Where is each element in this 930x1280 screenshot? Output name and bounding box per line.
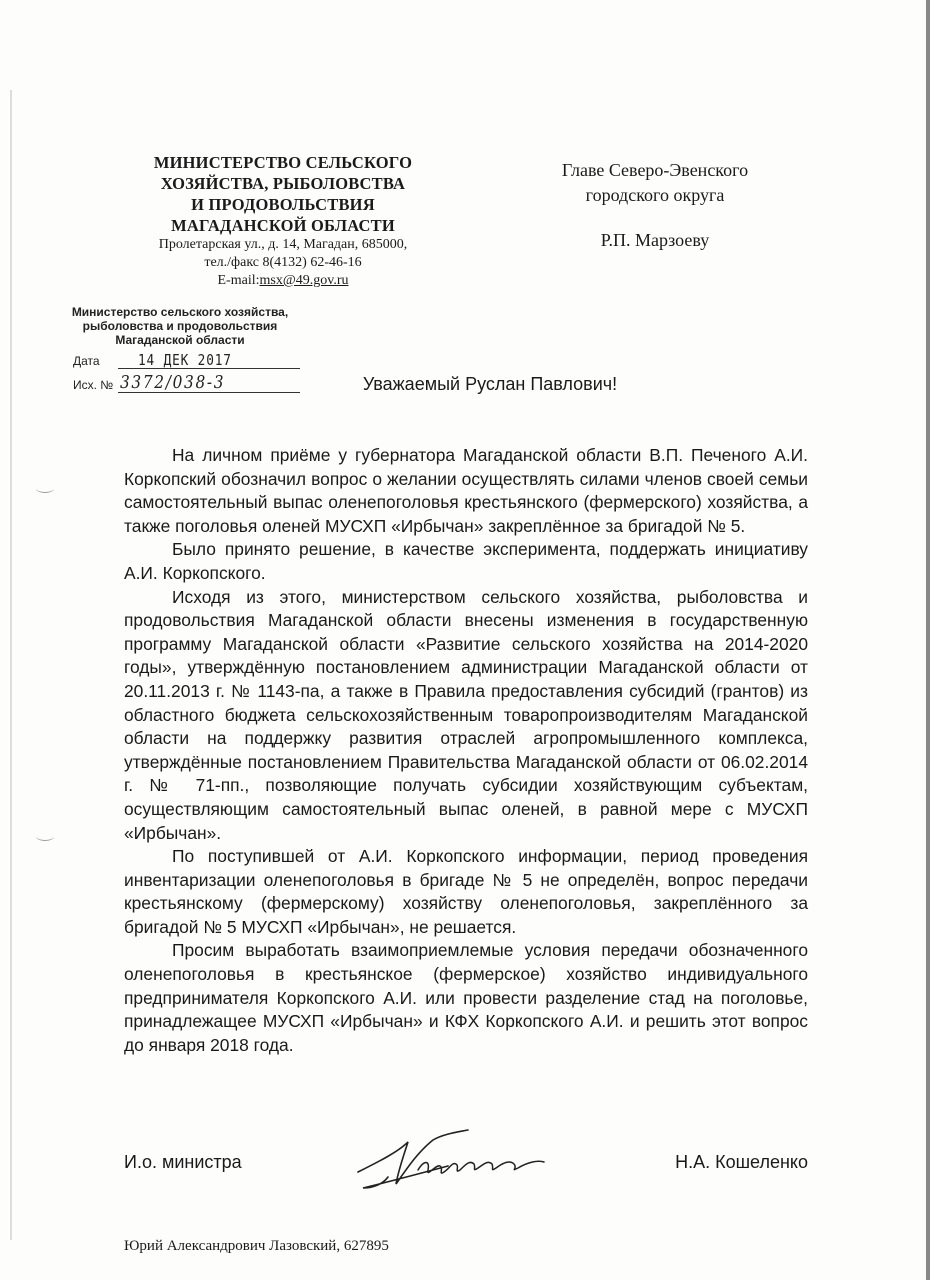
signatory-name: Н.А. Кошеленко [675,1152,808,1172]
body-paragraph: По поступившей от А.И. Коркопского информации, период проведения инвентаризации оленепоголовья в бригаде № 5 не определён, вопрос передачи крестьянскому (фермерскому) хозяйству оленепоголовья, закреплённого за бригадой № 5 МУСХП «Ирбычан», не решается. [124,846,808,937]
handwritten-signature [348,1122,608,1192]
stamp-org-line: Министерство сельского хозяйства, [71,305,289,319]
scan-edge [926,0,930,1280]
stamp-org-line: Магаданской области [115,333,245,347]
sender-phone: тел./факс 8(4132) 62-46-16 [204,255,362,270]
scan-mark [36,484,54,493]
body-paragraph: Просим выработать взаимоприемлемые условия передачи обозначенного оленепоголовья в крестьянское (фермерское) хозяйство индивидуального предпринимателя Коркопского А.И. или провести разделение стад на поголовье, принадлежащее МУСХП «Ирбычан» и КФХ Коркопского А.И. и решить этот вопрос до января 2018 года. [124,940,808,1055]
letter-body [124,444,808,1057]
body-paragraph: Исходя из этого, министерством сельского хозяйства, рыболовства и продовольствия Магаданской области внесены изменения в государственную программу Магаданской области «Развитие сельского хозяйства на 2014-2020 годы», утверждённую постановлением администрации Магаданской области от 20.11.2013 г. № 1143-па, а также в Правила предоставления субсидий (грантов) из областного бюджета сельскохозяйственным товаропроизводителям Магаданской области на поддержку развития отраслей агропромышленного комплекса, утверждённые постановлением Правительства Магаданской области от 06.02.2014 г. № 71-пп., позволяющие получать субсидии хозяйствующим субъектам, осуществляющим самостоятельный выпас оленей, в равной мере с МУСХП «Ирбычан». [124,586,808,843]
executor-info: Юрий Александрович Лазовский, 627895 [124,1238,389,1254]
stamp-org-line: рыболовства и продовольствия [82,319,278,333]
email-label: E-mail: [217,273,260,288]
recipient-line: городского округа [585,185,725,205]
body-paragraph: Было принято решение, в качестве эксперимента, поддержать инициативу А.И. Коркопского. [124,539,808,583]
scan-mark [36,832,54,841]
sender-line: И ПРОДОВОЛЬСТВИЯ [191,195,375,214]
sender-address: Пролетарская ул., д. 14, Магадан, 685000, [158,237,408,252]
sender-contacts [118,236,448,290]
stamp-organization [60,305,300,347]
sender-line: МИНИСТЕРСТВО СЕЛЬСКОГО [153,153,413,172]
sender-line: МАГАДАНСКОЙ ОБЛАСТИ [171,216,395,235]
signatory-title: И.о. министра [124,1152,242,1172]
recipient-name: Р.П. Марзоеву [600,230,710,250]
stamp-date-label: Дата [73,354,100,368]
stamp-ref-label: Исх. № [73,378,114,392]
email-link[interactable]: msx@49.gov.ru [259,273,349,288]
salutation: Уважаемый Руслан Павлович! [362,374,618,394]
sender-line: ХОЗЯЙСТВА, РЫБОЛОВСТВА [160,174,406,193]
stamp-date-row [60,349,300,371]
recipient-block [530,158,780,253]
recipient-line: Главе Северо-Эвенского [561,160,749,180]
sender-email-row [118,272,448,290]
body-paragraph: На личном приёме у губернатора Магаданской области В.П. Печеного А.И. Коркопский обозначил вопрос о желании осуществлять силами членов своей семьи самостоятельный выпас оленепоголовья крестьянского (фермерского) хозяйства, а также поголовья оленей МУСХП «Ирбычан» закреплённое за бригадой № 5. [124,445,808,536]
scan-shadow [10,90,12,1240]
stamp-ref-value: 3372/038-3 [120,372,226,393]
stamp-date-value: 14 ДЕК 2017 [138,351,232,369]
sender-header [118,152,448,236]
